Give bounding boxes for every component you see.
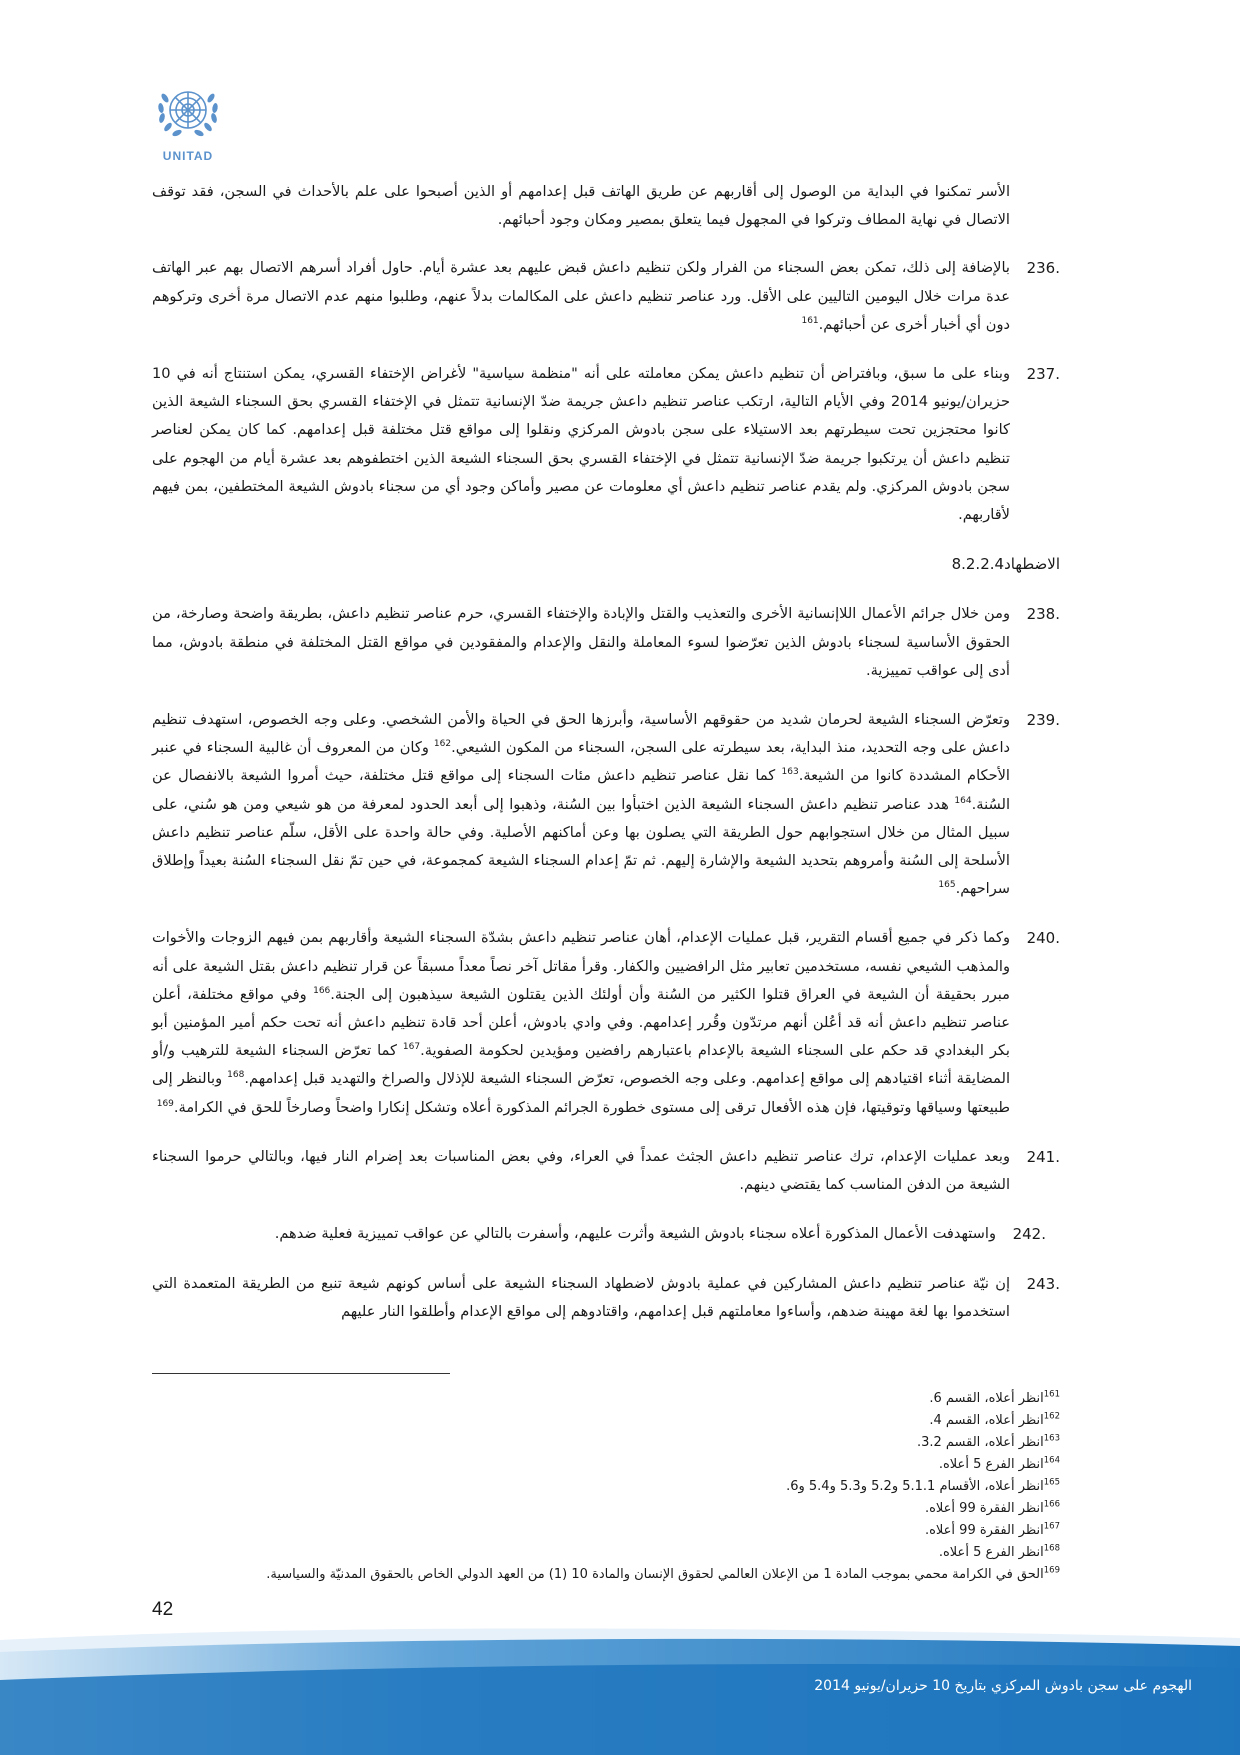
footnote: $^{166}$انظر الفقرة 99 أعلاه. — [924, 1499, 1060, 1516]
logo-wordmark: UNITAD — [162, 149, 214, 163]
footnote-ref[interactable]: 163 — [781, 767, 799, 778]
footnote: $^{169}$الحق في الكرامة محمي بموجب المادة 1 من الإعلان العالمي لحقوق الإنسان والمادة 10 (1) من العهد الدولي الخاص بالحقوق المدنيّة والسياسية. — [266, 1565, 1060, 1582]
footnote-ref[interactable]: 161 — [801, 315, 819, 326]
paragraph-236 — [152, 254, 1060, 339]
footnote: $^{162}$انظر أعلاه، القسم 4. — [929, 1411, 1060, 1428]
footnote-ref[interactable]: 166 — [313, 986, 331, 997]
paragraph-text: وبناء على ما سبق، وبافتراض أن تنظيم داعش يمكن معاملته على أنه "منظمة سياسية" لأغراض الإختفاء القسري، يمكن استنتاج أنه في 10 حزيران/يونيو 2014 وفي الأيام التالية، ارتكب عناصر تنظيم داعش جريمة ضدّ الإنسانية تتمثل في الإختفاء القسري بحق السجناء الشيعة الذين كانوا محتجزين تحت سيطرتهم بعد الاستيلاء على سجن بادوش المركزي ونقلوا إلى مواقع قتل مختلفة قبل إعدامهم. كما كان يمكن لعناصر تنظيم داعش أن يرتكبوا جريمة ضدّ الإنسانية تتمثل في الإختفاء القسري بحق السجناء الشيعة الذين اختطفوهم بعد عشرة أيام من الهجوم على سجن بادوش المركزي. ولم يقدم عناصر تنظيم داعش أي معلومات عن مصير وأماكن وجود أي من سجناء بادوش الشيعة المختطفين، بمن فيهم لأقاربهم. — [152, 365, 1010, 524]
paragraph-240 — [152, 924, 1060, 1121]
paragraph-number: 242. — [1012, 1225, 1046, 1244]
paragraph-number: 236. — [1026, 259, 1060, 278]
footnote: $^{165}$انظر أعلاه، الأقسام 5.1.1 و5.2 و5.3 و5.4 و6. — [786, 1477, 1060, 1494]
footnote: $^{163}$انظر أعلاه، القسم 3.2. — [916, 1433, 1060, 1450]
footnote: $^{164}$انظر الفرع 5 أعلاه. — [938, 1455, 1060, 1472]
un-emblem-icon — [148, 76, 228, 148]
footer-report-title: الهجوم على سجن بادوش المركزي بتاريخ 10 حزيران/يونيو 2014 — [814, 1678, 1192, 1694]
footnote-ref[interactable]: 162 — [433, 739, 452, 750]
paragraph-text: ومن خلال جرائم الأعمال اللاإنسانية الأخرى والتعذيب والقتل والإبادة والإختفاء القسري، حرم عناصر تنظيم داعش، بطريقة واضحة وصارخة، من الحقوق الأساسية لسجناء بادوش الذين تعرّضوا لسوء المعاملة والنقل والإعدام والمفقودين في مواقع القتل المختلفة في منطقة بادوش، مما أدى إلى عواقب تمييزية. — [152, 605, 1010, 679]
footnote: $^{167}$انظر الفقرة 99 أعلاه. — [924, 1521, 1060, 1538]
paragraph-text: إن نيّة عناصر تنظيم داعش المشاركين في عملية بادوش لاضطهاد السجناء الشيعة على أساس كونهم شيعة تنبع من الطريقة المتعمدة التي استخدموا بها لغة مهينة ضدهم، وأساءوا معاملتهم قبل إعدامهم، واقتادوهم إلى مواقع الإعدام وأطلقوا النار عليهم — [152, 1274, 1010, 1320]
paragraph-238 — [152, 600, 1060, 685]
footnote-ref[interactable]: 168 — [227, 1070, 245, 1081]
section-title: الاضطهاد — [1004, 555, 1060, 574]
paragraph-number: 239. — [1026, 711, 1060, 730]
paragraph-number: 243. — [1026, 1274, 1060, 1293]
main-content — [152, 178, 1060, 1347]
paragraph-241 — [152, 1143, 1060, 1199]
page-number: 42 — [152, 1599, 174, 1620]
paragraph-243 — [152, 1270, 1060, 1326]
paragraph-number: 238. — [1026, 605, 1060, 624]
footnote-separator — [152, 1373, 450, 1374]
section-number: 8.2.2.4 — [951, 555, 1005, 574]
paragraph-text: وكما ذكر في جميع أقسام التقرير، قبل عمليات الإعدام، أهان عناصر تنظيم داعش بشدّة السجناء الشيعة وأقاربهم بمن فيهم الزوجات والأخوات والمذهب الشيعي نفسه، مستخدمين تعابير مثل الرافضيين والكفار. وقرأ مقاتل آخر نصاً معداً مسبقاً عن قرار تنظيم داعش بقتل الشيعة على أنه مبرر بحقيقة أن الشيعة في العراق قتلوا الكثير من السُنة وأن أولئك الذين يقتلون الشيعة سيذهبون إلى الجنة.$^{166}$ وفي مواقع مختلفة، أعلن عناصر تنظيم داعش أنه قد أعُلن أنهم مرتدّون وقُرر إعدامهم. وفي وادي بادوش، أعلن أحد قادة تنظيم داعش أنه تحت حكم أمير المؤمنين أبو بكر البغدادي قد حكم على السجناء الشيعة بالإعدام باعتبارهم رافضين ومؤيدين لحكومة الصفوية.$^{167}$ كما تعرّض السجناء الشيعة للترهيب و/أو المضايقة أثناء اقتيادهم إلى مواقع إعدامهم. وعلى وجه الخصوص، تعرّض السجناء الشيعة للإذلال والصراخ والتهديد قبل إعدامهم.$^{168}$ وبالنظر إلى طبيعتها وسياقها وتوقيتها، فإن هذه الأفعال ترقى إلى مستوى خطورة الجرائم المذكورة أعلاه وتشكل إنكارا واضحاً وصارخاً للحق في الكرامة.$^{169}$ — [152, 929, 1010, 1116]
paragraph-text: بالإضافة إلى ذلك، تمكن بعض السجناء من الفرار ولكن تنظيم داعش قبض عليهم بعد عشرة أيام. حاول أفراد أسرهم الاتصال بهم عبر الهاتف عدة مرات خلال اليومين التاليين على الأقل. ورد عناصر تنظيم داعش على المكالمات بدلاً عنهم، وطلبوا منهم عدم الاتصال مرة أخرى وتركوهم دون أي أخبار أخرى عن أحبائهم.$^{161}$ — [152, 259, 1010, 333]
paragraph-number: 237. — [1026, 365, 1060, 384]
footnote-ref[interactable]: 169 — [156, 1098, 174, 1109]
paragraph-continued — [152, 178, 1060, 234]
un-logo — [148, 76, 228, 163]
footnote-ref[interactable]: 167 — [402, 1042, 421, 1053]
paragraph-number: 240. — [1026, 929, 1060, 948]
paragraph-text: وتعرّض السجناء الشيعة لحرمان شديد من حقوقهم الأساسية، وأبرزها الحق في الحياة والأمن الشخصي. وعلى وجه الخصوص، استهدف تنظيم داعش على وجه التحديد، منذ البداية، بعد سيطرته على السجن، السجناء من المكون الشيعي.$^{162}$ وكان من المعروف أن غالبية السجناء في عنبر الأحكام المشددة كانوا من الشيعة.$^{163}$ كما نقل عناصر تنظيم داعش مئات السجناء إلى مواقع قتل مختلفة، حيث أمروا الشيعة بالانفصال عن السُنة.$^{164}$ هدد عناصر تنظيم داعش السجناء الشيعة الذين اختبأوا بين السُنة، وذهبوا إلى أبعد الحدود لمعرفة من هو شيعي ومن هو سُني، على سبيل المثال من خلال استجوابهم حول الطريقة التي يصلون بها وعن أماكنهم الأصلية. وفي حالة واحدة على الأقل، سلّم عناصر تنظيم داعش الأسلحة إلى السُنة وأمروهم بتحديد الشيعة والإشارة إليهم. ثم تمّ إعدام السجناء الشيعة كمجموعة، في حين تمّ نقل السجناء السُنة بعيداً وإطلاق سراحهم.$^{165}$ — [152, 711, 1010, 898]
footnote: $^{168}$انظر الفرع 5 أعلاه. — [938, 1543, 1060, 1560]
footnotes — [152, 1388, 1060, 1586]
footnote: $^{161}$انظر أعلاه، القسم 6. — [929, 1389, 1060, 1406]
paragraph-number: 241. — [1026, 1147, 1060, 1166]
footnote-ref[interactable]: 164 — [954, 795, 972, 806]
section-heading — [152, 550, 1060, 578]
paragraph-text: وبعد عمليات الإعدام، ترك عناصر تنظيم داعش الجثث عمداً في العراء، وفي بعض المناسبات بعد إضرام النار فيها، وبالتالي حرموا السجناء الشيعة من الدفن المناسب كما يقتضي دينهم. — [152, 1147, 1010, 1194]
footnote-ref[interactable]: 165 — [938, 880, 956, 891]
paragraph-239 — [152, 706, 1060, 903]
paragraph-text: واستهدفت الأعمال المذكورة أعلاه سجناء بادوش الشيعة وأثرت عليهم، وأسفرت بالتالي عن عواقب تمييزية فعلية ضدهم. — [274, 1225, 996, 1243]
paragraph-237 — [152, 360, 1060, 529]
paragraph-text: الأسر تمكنوا في البداية من الوصول إلى أقاربهم عن طريق الهاتف قبل إعدامهم أو الذين أصبحوا على علم بالأحداث في السجن، فقد توقف الاتصال في نهاية المطاف وتركوا في المجهول فيما يتعلق بمصير ومكان وجود أحبائهم. — [152, 183, 1010, 229]
paragraph-242 — [152, 1220, 1060, 1248]
